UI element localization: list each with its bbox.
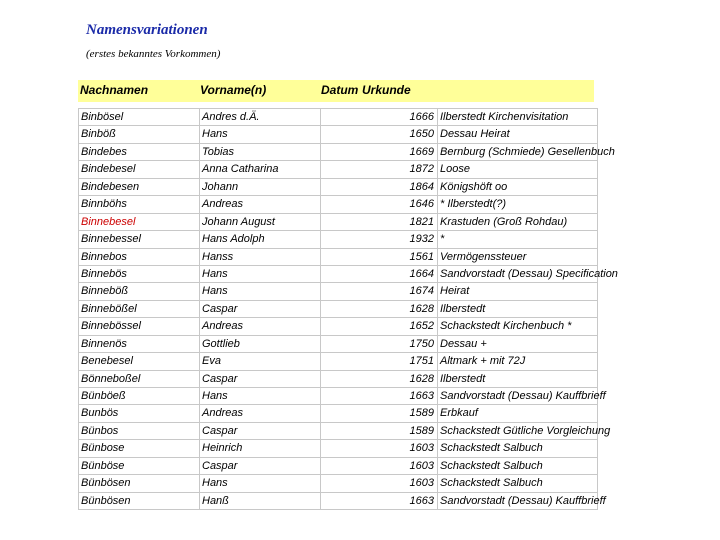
- cell-nachname: Bindebesel: [79, 161, 200, 178]
- cell-datum: 1603: [321, 458, 438, 475]
- table-row: [79, 475, 598, 492]
- cell-urkunde: Heirat: [438, 283, 598, 300]
- cell-vorname: Hans: [200, 388, 321, 405]
- table-row: [79, 353, 598, 370]
- cell-vorname: Hanß: [200, 493, 321, 510]
- table-header: [78, 80, 594, 102]
- cell-urkunde: *: [438, 231, 598, 248]
- cell-vorname: Hans: [200, 126, 321, 143]
- cell-nachname: Bünböeß: [79, 388, 200, 405]
- cell-nachname: Bünböse: [79, 458, 200, 475]
- cell-vorname: Andreas: [200, 405, 321, 422]
- cell-urkunde: Bernburg (Schmiede) Gesellenbuch: [438, 144, 598, 161]
- cell-vorname: Anna Catharina: [200, 161, 321, 178]
- cell-nachname: Binneböß: [79, 283, 200, 300]
- cell-nachname: Binbösel: [79, 109, 200, 126]
- table-row: [79, 266, 618, 283]
- cell-vorname: Johann: [200, 179, 321, 196]
- cell-urkunde: * Ilberstedt(?): [438, 196, 598, 213]
- header-urkunde: Urkunde: [362, 83, 411, 97]
- cell-urkunde: Ilberstedt: [438, 371, 598, 388]
- cell-nachname: Bünbos: [79, 423, 200, 440]
- table-row: [79, 283, 598, 300]
- cell-datum: 1664: [321, 266, 438, 283]
- cell-nachname: Bünbösen: [79, 493, 200, 510]
- table-row: [79, 109, 598, 126]
- table-row: [79, 388, 606, 405]
- cell-datum: 1628: [321, 301, 438, 318]
- table-row: [79, 336, 598, 353]
- cell-datum: 1561: [321, 249, 438, 266]
- table-row: [79, 179, 598, 196]
- cell-datum: 1821: [321, 214, 438, 231]
- table-row: [79, 423, 611, 440]
- cell-vorname: Hans: [200, 266, 321, 283]
- table-row: [79, 405, 598, 422]
- table-row: [79, 214, 598, 231]
- cell-vorname: Eva: [200, 353, 321, 370]
- table-row: [79, 371, 598, 388]
- header-datum: Datum: [321, 83, 359, 97]
- table-row: [79, 301, 598, 318]
- cell-vorname: Heinrich: [200, 440, 321, 457]
- cell-nachname: Bindebes: [79, 144, 200, 161]
- cell-vorname: Andreas: [200, 196, 321, 213]
- table-row: [79, 126, 598, 143]
- cell-urkunde: Ilberstedt: [438, 301, 598, 318]
- cell-nachname: Binnebessel: [79, 231, 200, 248]
- cell-vorname: Hans Adolph: [200, 231, 321, 248]
- cell-vorname: Hans: [200, 475, 321, 492]
- table-row: [79, 196, 598, 213]
- cell-datum: 1663: [321, 388, 438, 405]
- cell-datum: 1589: [321, 423, 438, 440]
- cell-urkunde: Schackstedt Kirchenbuch *: [438, 318, 598, 335]
- cell-nachname: Bönneboßel: [79, 371, 200, 388]
- cell-urkunde: Schackstedt Gütliche Vorgleichung: [438, 423, 598, 440]
- cell-urkunde: Sandvorstadt (Dessau) Kauffbrieff: [438, 493, 598, 510]
- cell-urkunde: Ilberstedt Kirchenvisitation: [438, 109, 598, 126]
- cell-urkunde: Dessau Heirat: [438, 126, 598, 143]
- cell-urkunde: Schackstedt Salbuch: [438, 440, 598, 457]
- cell-vorname: Tobias: [200, 144, 321, 161]
- cell-urkunde: Sandvorstadt (Dessau) Specification: [438, 266, 598, 283]
- cell-nachname: Binnebößel: [79, 301, 200, 318]
- table-row: [79, 249, 598, 266]
- names-table: [78, 108, 618, 510]
- cell-datum: 1589: [321, 405, 438, 422]
- cell-vorname: Caspar: [200, 301, 321, 318]
- cell-datum: 1864: [321, 179, 438, 196]
- cell-vorname: Hanss: [200, 249, 321, 266]
- cell-datum: 1750: [321, 336, 438, 353]
- cell-vorname: Caspar: [200, 423, 321, 440]
- cell-urkunde: Loose: [438, 161, 598, 178]
- cell-nachname: Bunbös: [79, 405, 200, 422]
- table-row: [79, 493, 606, 510]
- cell-datum: 1751: [321, 353, 438, 370]
- cell-vorname: Andreas: [200, 318, 321, 335]
- page-title: Namensvariationen: [86, 22, 208, 38]
- cell-datum: 1674: [321, 283, 438, 300]
- table-row: [79, 318, 598, 335]
- cell-nachname: Binnböhs: [79, 196, 200, 213]
- cell-urkunde: Vermögenssteuer: [438, 249, 598, 266]
- cell-datum: 1652: [321, 318, 438, 335]
- cell-datum: 1666: [321, 109, 438, 126]
- cell-datum: 1663: [321, 493, 438, 510]
- cell-urkunde: Schackstedt Salbuch: [438, 475, 598, 492]
- cell-vorname: Johann August: [200, 214, 321, 231]
- cell-urkunde: Schackstedt Salbuch: [438, 458, 598, 475]
- cell-datum: 1603: [321, 475, 438, 492]
- cell-vorname: Andres d.Ä.: [200, 109, 321, 126]
- table-row: [79, 231, 598, 248]
- cell-urkunde: Altmark + mit 72J: [438, 353, 598, 370]
- cell-nachname: Binnebos: [79, 249, 200, 266]
- cell-nachname: Binböß: [79, 126, 200, 143]
- header-vornamen: Vorname(n): [200, 83, 267, 97]
- cell-datum: 1603: [321, 440, 438, 457]
- cell-urkunde: Erbkauf: [438, 405, 598, 422]
- table-row: [79, 458, 598, 475]
- cell-datum: 1669: [321, 144, 438, 161]
- page-subtitle: (erstes bekanntes Vorkommen): [86, 48, 221, 60]
- cell-urkunde: Krastuden (Groß Rohdau): [438, 214, 598, 231]
- table-row: [79, 440, 598, 457]
- table-row: [79, 161, 598, 178]
- cell-vorname: Gottlieb: [200, 336, 321, 353]
- cell-nachname: Binnebössel: [79, 318, 200, 335]
- cell-nachname: Binnenös: [79, 336, 200, 353]
- cell-datum: 1646: [321, 196, 438, 213]
- cell-datum: 1872: [321, 161, 438, 178]
- cell-nachname: Binnebös: [79, 266, 200, 283]
- cell-urkunde: Königshöft oo: [438, 179, 598, 196]
- cell-vorname: Caspar: [200, 458, 321, 475]
- cell-nachname: Bünbösen: [79, 475, 200, 492]
- header-nachnamen: Nachnamen: [80, 83, 149, 97]
- cell-urkunde: Dessau +: [438, 336, 598, 353]
- cell-datum: 1932: [321, 231, 438, 248]
- cell-urkunde: Sandvorstadt (Dessau) Kauffbrieff: [438, 388, 598, 405]
- table-row: [79, 144, 615, 161]
- cell-nachname: Binnebesel: [79, 214, 200, 231]
- cell-nachname: Bindebesen: [79, 179, 200, 196]
- cell-datum: 1650: [321, 126, 438, 143]
- cell-datum: 1628: [321, 371, 438, 388]
- cell-vorname: Caspar: [200, 371, 321, 388]
- cell-nachname: Benebesel: [79, 353, 200, 370]
- cell-nachname: Bünbose: [79, 440, 200, 457]
- cell-vorname: Hans: [200, 283, 321, 300]
